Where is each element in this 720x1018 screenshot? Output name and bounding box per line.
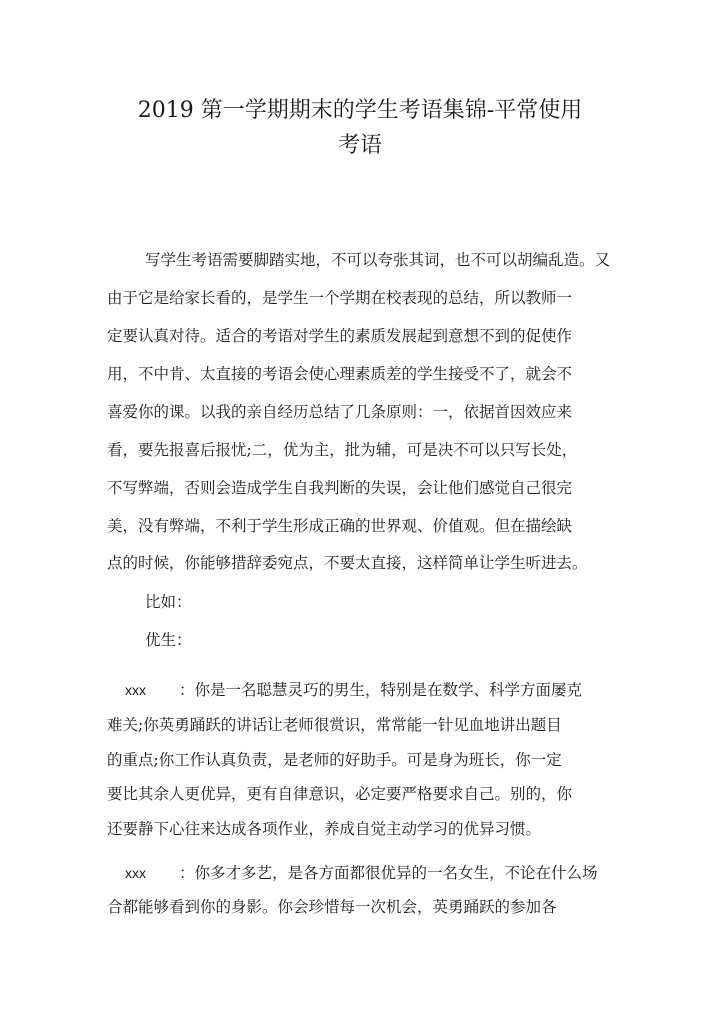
comment1-first-line xyxy=(125,680,582,700)
intro-line: 点的时候，你能够措辞委宛点，不要太直接，这样简单让学生听进去。 xyxy=(107,554,588,572)
comment1-line: 还要静下心往来达成各项作业，养成自觉主动学习的优异习惯。 xyxy=(107,820,542,838)
intro-line: 用，不中肯、太直接的考语会使心理素质差的学生接受不了，就会不 xyxy=(107,365,573,383)
student-name-placeholder: xxx xyxy=(125,682,146,698)
comment2-line: 合都能够看到你的身影。你会珍惜每一次机会，英勇踊跃的参加各 xyxy=(107,898,557,916)
comment1-line: 的重点;你工作认真负责，是老师的好助手。可是身为班长，你一定 xyxy=(107,751,562,769)
comment1-line: 要比其余人更优异，更有自律意识，必定要严格要求自己。别的，你 xyxy=(107,785,573,803)
student-name-placeholder: xxx xyxy=(125,865,146,881)
good-students-heading: 优生： xyxy=(145,631,192,649)
for-example-label: 比如： xyxy=(145,593,192,611)
intro-line: 喜爱你的课。以我的亲自经历总结了几条原则：一，依据首因效应来 xyxy=(107,403,573,421)
intro-line: 不写弊端，否则会造成学生自我判断的失误，会让他们感觉自己很完 xyxy=(107,479,573,497)
intro-line: 定要认真对待。适合的考语对学生的素质发展起到意想不到的促使作 xyxy=(107,327,573,345)
comment1-line: 难关;你英勇踊跃的讲话让老师很赏识，常常能一针见血地讲出题目 xyxy=(107,716,562,734)
comment2-first-line xyxy=(125,863,598,883)
intro-line: 看，要先报喜后报忧;二，优为主，批为辅，可是决不可以只写长处， xyxy=(107,441,578,459)
comment1-text-start: ：你是一名聪慧灵巧的男生，特别是在数学、科学方面屡克 xyxy=(179,681,583,699)
intro-line: 由于它是给家长看的，是学生一个学期在校表现的总结，所以教师一 xyxy=(107,289,573,307)
document-title-line2: 考语 xyxy=(337,133,382,158)
document-title-line1: 2019 第一学期期末的学生考语集锦-平常使用 xyxy=(137,98,583,123)
intro-line: 写学生考语需要脚踏实地，不可以夸张其词，也不可以胡编乱造。又 xyxy=(145,251,611,269)
intro-line: 美，没有弊端，不利于学生形成正确的世界观、价值观。但在描绘缺 xyxy=(107,517,573,535)
comment2-text-start: ：你多才多艺，是各方面都很优异的一名女生，不论在什么场 xyxy=(179,864,598,882)
